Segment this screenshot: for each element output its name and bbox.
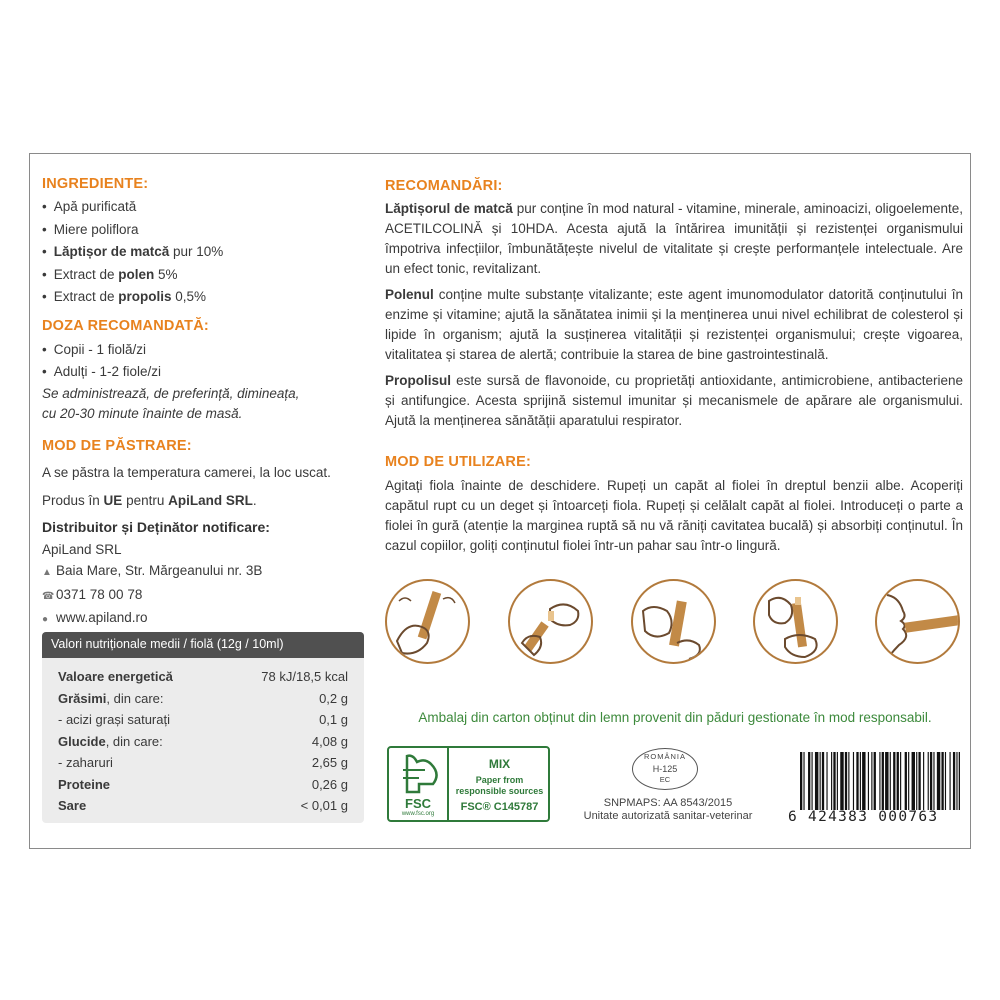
distribuitor-title: Distribuitor și Deținător notificare: (42, 518, 270, 535)
distribuitor-contact (42, 539, 367, 631)
fsc-tree-icon (389, 748, 449, 820)
usage-steps (385, 579, 965, 664)
fsc-site: www.fsc.org (401, 811, 435, 817)
health-mark-stamp: ROMÂNIA H-125 EC (632, 748, 698, 790)
fsc-mix: MIX (488, 757, 511, 771)
nutrition-table (42, 632, 364, 823)
barcode-bar (874, 752, 876, 810)
barcode-bar (868, 752, 869, 810)
fsc-line1: Paper from (475, 775, 524, 785)
barcode-bar (853, 752, 854, 810)
barcode-bar (908, 752, 909, 810)
snpmaps-code: SNPMAPS: AA 8543/2015 (603, 797, 733, 809)
nutrition-row: Sare < 0,01 g (58, 798, 348, 813)
barcode-bar (812, 752, 813, 810)
step-2-break-icon (508, 579, 593, 664)
utilizare-text: Agitați fiola înainte de deschidere. Rupeți un capăt al fiolei în dreptul benzii albe. Acoperiți capătul rupt cu un deget și întoarceți fiola. Rupeți și celălalt capăt al fiolei. Introduceți o parte a fiolei în gură (atenție la marginea ruptă să nu vă răniți cavitatea bucală) și absorbiți conținutul. În cazul copiilor, goliți conținutul fiolei într-un pahar sau într-o lingură. (385, 478, 963, 553)
barcode-bar (815, 752, 818, 810)
barcode-bar (803, 752, 804, 810)
ingrediente-list (42, 196, 367, 309)
nutrition-row: Grăsimi, din care: 0,2 g (58, 690, 348, 706)
barcode-bar (923, 752, 924, 810)
address-line: ▲ Baia Mare, Str. Mărgeanului nr. 3B (42, 560, 367, 584)
fsc-code: FSC® C145787 (460, 801, 539, 813)
ingredient-item: • Apă purificată (42, 196, 367, 219)
barcode-bar (950, 752, 951, 810)
distribuitor-name: ApiLand SRL (42, 541, 122, 557)
step-4-turn-icon (753, 579, 838, 664)
barcode-bar (848, 752, 849, 810)
step-1-shake-icon (385, 579, 470, 664)
ingredient-item: • Extract de polen 5% (42, 264, 367, 287)
barcode-bar (856, 752, 858, 810)
fsc-line2: responsible sources (455, 786, 544, 796)
barcode-bar (912, 752, 915, 810)
recomandari-heading: RECOMANDĂRI: (385, 178, 503, 194)
barcode-bar (959, 752, 960, 810)
right-column (385, 178, 963, 556)
barcode-bar (905, 752, 907, 810)
fsc-text-block (451, 748, 548, 820)
barcode-bar (808, 752, 810, 810)
barcode-bar (890, 752, 891, 810)
barcode-bar (956, 752, 957, 810)
ingredient-item: • Extract de propolis 0,5% (42, 286, 367, 309)
snpmaps-block (570, 797, 766, 823)
barcode-bar (953, 752, 955, 810)
barcode-bar (945, 752, 946, 810)
web-line: ● www.apiland.ro (42, 607, 367, 631)
ingrediente-heading: INGREDIENTE: (42, 176, 149, 192)
barcode-bar (862, 752, 865, 810)
nutrition-row: Proteine 0,26 g (58, 776, 348, 792)
recomandari-paragraph-2: Polenul conține multe substanțe vitalizante; este agent imunomodulator datorită conținutului în enzime și vitamine; ajută la sănătatea inimii și la menținerea unui nivel echilibrat de colesterol și lipide în organism; ajută la susținerea vitalității și rezistenței organismului; crește vigoarea, vitalitatea și starea de alertă; contribuie la starea de bine gastrointestinală. (385, 287, 963, 362)
barcode-bar (928, 752, 929, 810)
barcode-bar (820, 752, 821, 810)
barcode-bar (933, 752, 934, 810)
barcode-bar (897, 752, 899, 810)
nutrition-row: Glucide, din care: 4,08 g (58, 733, 348, 749)
barcode-number: 6 424383 000763 (788, 809, 939, 825)
barcode (800, 752, 960, 810)
barcode-bar (845, 752, 847, 810)
produs-text: Produs în UE pentru ApiLand SRL. (42, 492, 257, 508)
barcode-bar (837, 752, 838, 810)
barcode-bar (916, 752, 917, 810)
barcode-bar (822, 752, 824, 810)
barcode-bar (860, 752, 861, 810)
nutrition-row: Valoare energetică 78 kJ/18,5 kcal (58, 669, 348, 684)
globe-icon: ● (42, 614, 49, 625)
phone-icon: ☎ (42, 590, 55, 602)
nutrition-header: Valori nutriționale medii / fiolă (12g / 10ml) (42, 632, 364, 658)
phone-line: ☎ 0371 78 00 78 (42, 584, 367, 608)
label-panel (29, 153, 971, 849)
barcode-bar (833, 752, 835, 810)
pastrare-text: A se păstra la temperatura camerei, la loc uscat. (42, 464, 331, 480)
barcode-bar (930, 752, 932, 810)
doza-note-line1: Se administrează, de preferință, dimineața, (42, 385, 300, 401)
ingredient-item: • Miere poliflora (42, 219, 367, 242)
pastrare-heading: MOD DE PĂSTRARE: (42, 437, 192, 454)
doza-heading: DOZA RECOMANDATĂ: (42, 317, 209, 334)
left-column (42, 176, 367, 631)
barcode-bar (941, 752, 943, 810)
fsc-logo (387, 746, 550, 822)
barcode-bar (882, 752, 884, 810)
doza-item: • Copii - 1 fiolă/zi (42, 339, 367, 362)
step-3-cover-icon (631, 579, 716, 664)
barcode-bar (893, 752, 895, 810)
snpmaps-authorization: Unitate autorizată sanitar-veterinar (583, 810, 753, 822)
barcode-bar (937, 752, 940, 810)
barcode-bar (918, 752, 920, 810)
barcode-bar (900, 752, 901, 810)
step-5-drink-icon (875, 579, 960, 664)
barcode-bar (831, 752, 832, 810)
fsc-logo-text: FSC (405, 796, 431, 811)
barcode-bar (826, 752, 827, 810)
doza-note-line2: cu 20-30 minute înainte de masă. (42, 405, 243, 421)
nutrition-row: - acizi grași saturați 0,1 g (58, 712, 348, 727)
nutrition-row: - zaharuri 2,65 g (58, 755, 348, 770)
barcode-bar (871, 752, 872, 810)
doza-list (42, 339, 367, 384)
home-icon: ▲ (42, 567, 52, 578)
utilizare-heading: MOD DE UTILIZARE: (385, 454, 531, 470)
ingredient-item: • Lăptișor de matcă pur 10% (42, 241, 367, 264)
barcode-bar (840, 752, 843, 810)
barcode-bar (885, 752, 888, 810)
recomandari-paragraph-1: Lăptișorul de matcă pur conține în mod natural - vitamine, minerale, aminoacizi, oligoelemente, ACETILCOLINĂ și 10HDA. Acesta ajută la întărirea imunității și rezistenței organismului împotriva infecțiilor, îmbunătățește nivelul de vitalitate și crește performanțele intelectuale. Are un efect tonic, revitalizant. (385, 201, 963, 276)
eco-packaging-text: Ambalaj din carton obținut din lemn provenit din păduri gestionate în mod responsabil. (418, 710, 932, 725)
doza-item: • Adulți - 1-2 fiole/zi (42, 361, 367, 384)
barcode-bar (879, 752, 880, 810)
recomandari-paragraph-3: Propolisul este sursă de flavonoide, cu proprietăți antioxidante, antimicrobiene, antibacteriene și antifungice. Acesta sprijină sistemul imunitar și mecanismele de apărare ale organismului. Ajută la menținerea sănătății aparatului respirator. (385, 373, 963, 428)
barcode-bar (800, 752, 802, 810)
